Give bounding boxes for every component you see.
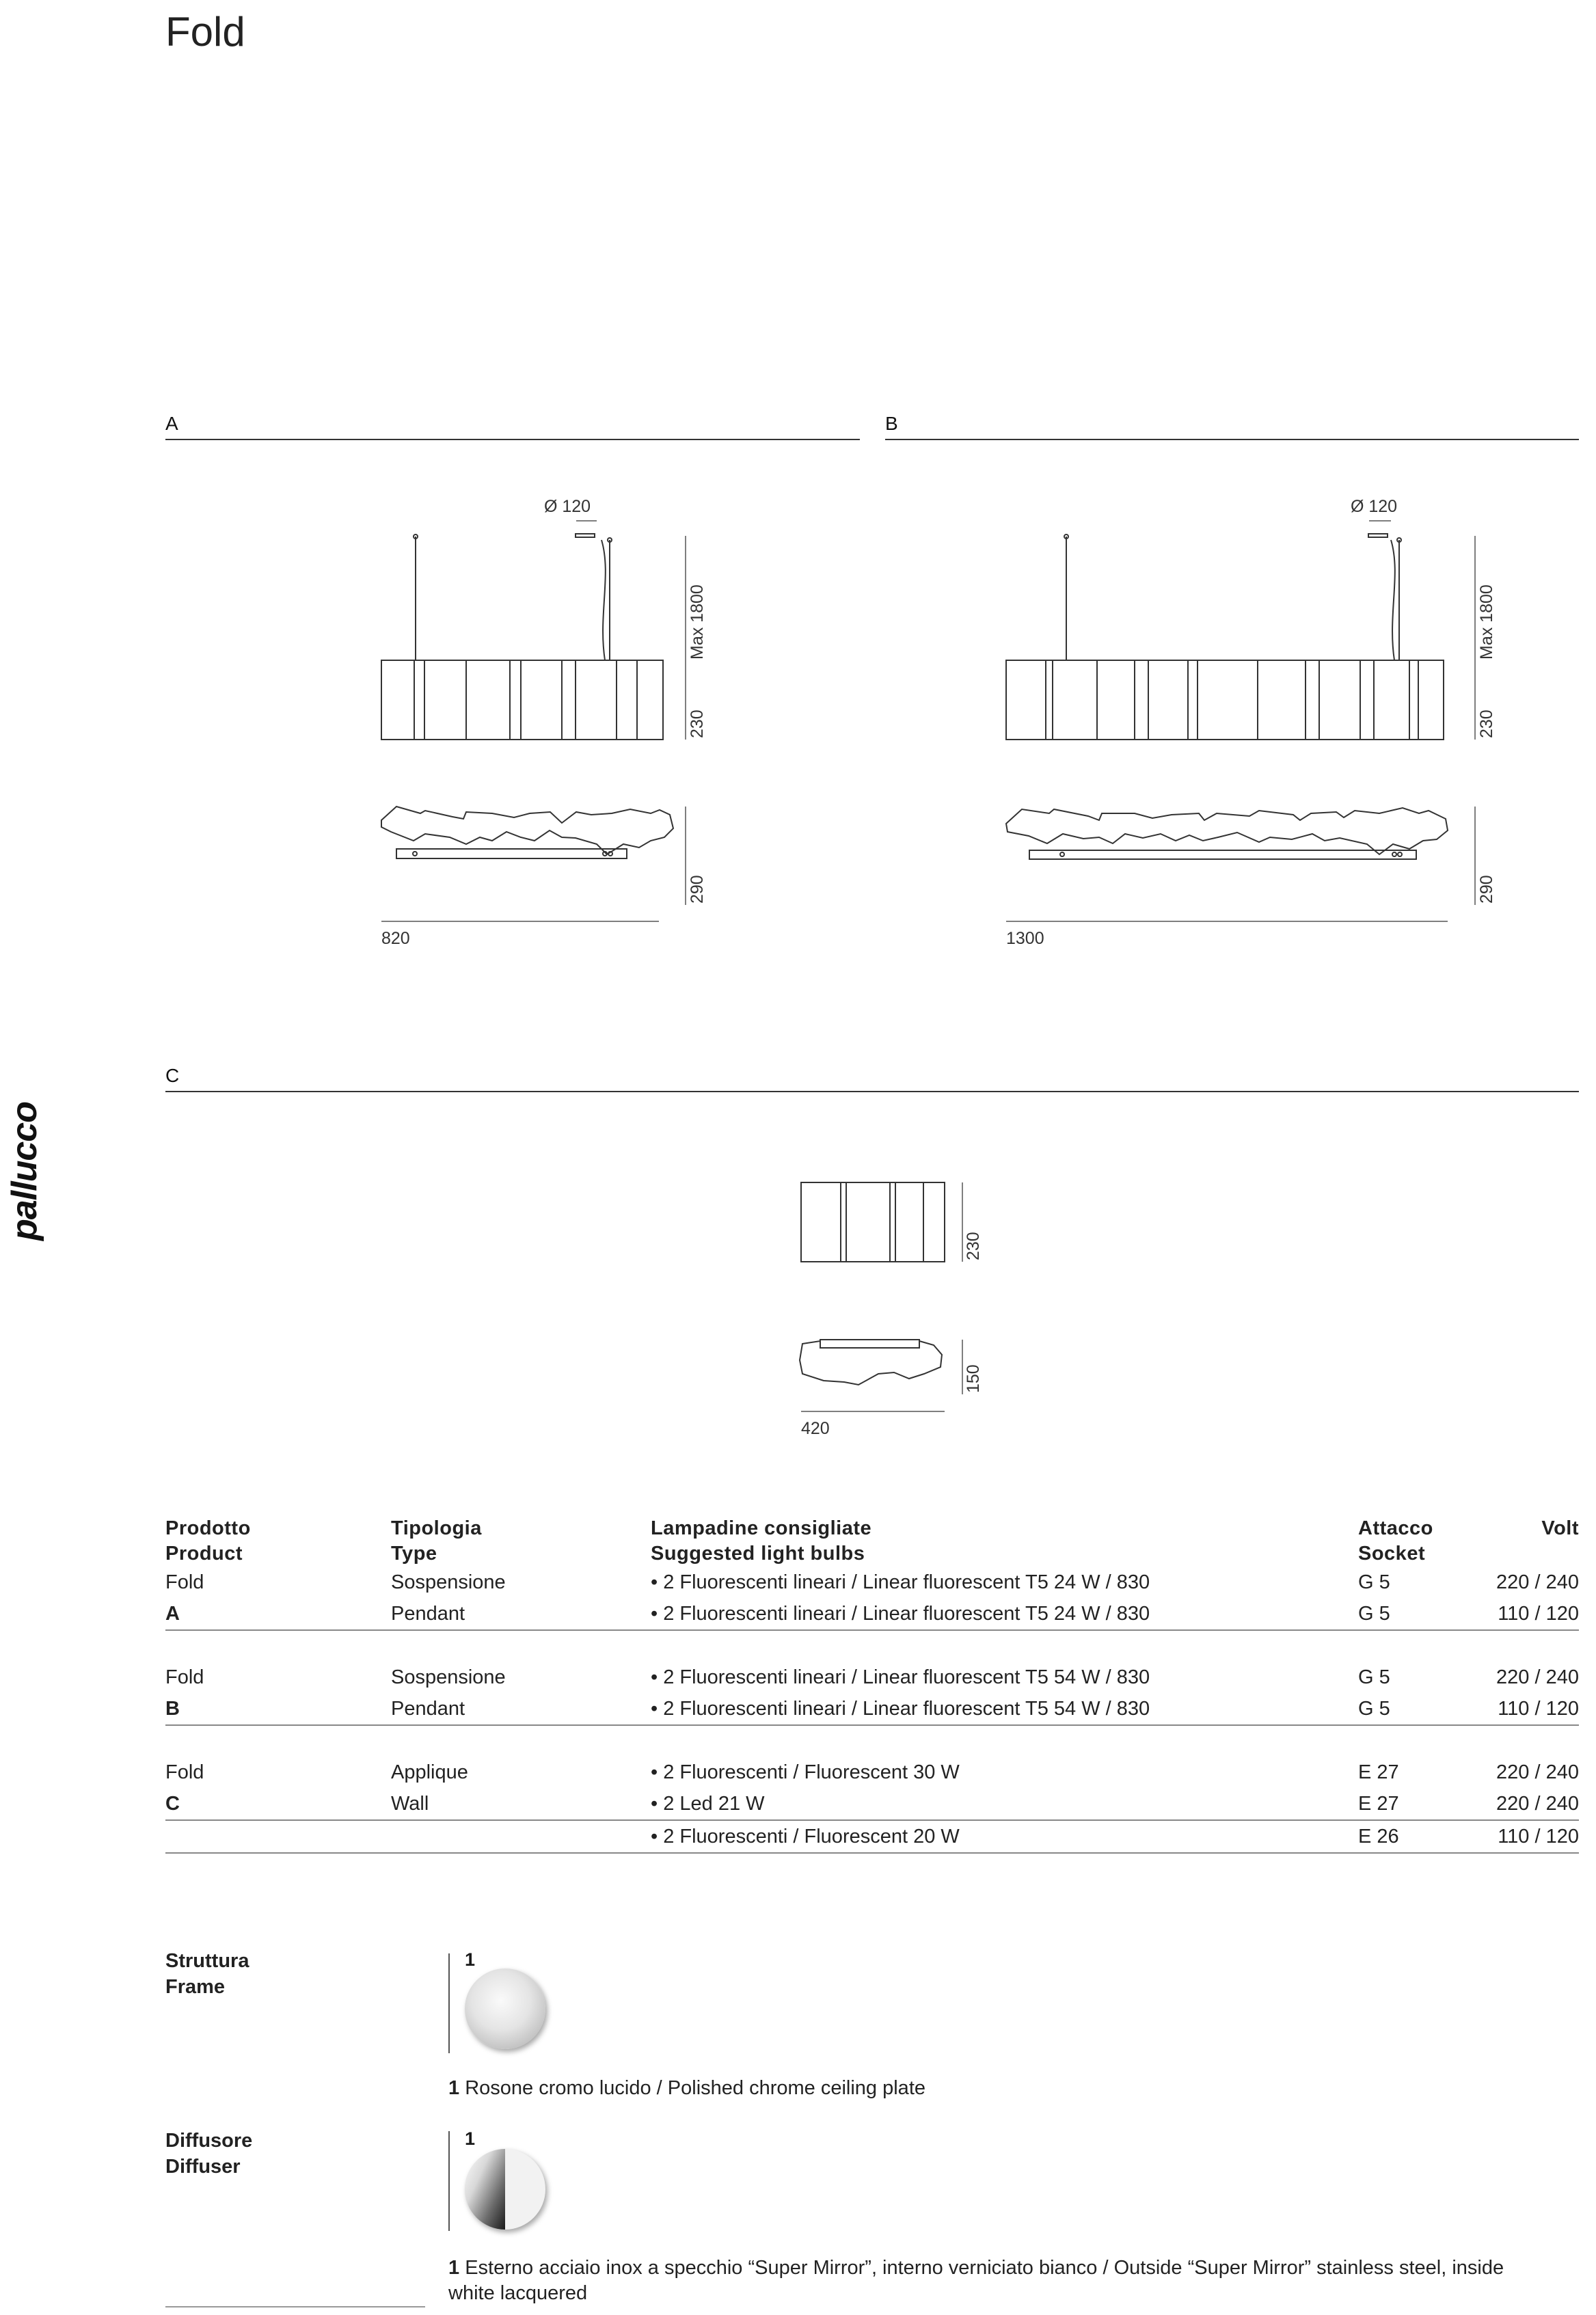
chrome-swatch — [465, 1968, 545, 2049]
table-row — [165, 1567, 1579, 1598]
cell-volt: 220 / 240 — [1496, 1571, 1579, 1593]
cell-bulb: • 2 Fluorescenti lineari / Linear fluorescent T5 54 W / 830 — [651, 1693, 1358, 1725]
section-a-rule — [165, 439, 860, 440]
drawing-c — [793, 1176, 1025, 1442]
cell-product — [165, 1820, 391, 1853]
cell-type: Applique — [391, 1761, 468, 1783]
drawing-a — [369, 492, 725, 957]
brand-logo: pallucco — [5, 1102, 44, 1241]
table-row — [165, 1598, 1579, 1630]
header-bulbs-it: Lampadine consigliate — [651, 1517, 872, 1539]
drawing-b — [991, 492, 1511, 957]
cell-bulb: • 2 Led 21 W — [651, 1788, 1358, 1820]
cell-bulb: • 2 Fluorescenti lineari / Linear fluorescent T5 54 W / 830 — [651, 1666, 1150, 1688]
cell-product: C — [165, 1788, 391, 1820]
frame-caption-number: 1 — [448, 2077, 460, 2099]
diffuser-caption-number: 1 — [448, 2257, 460, 2279]
header-type-en: Type — [391, 1543, 437, 1565]
drawing-a-height: 230 — [688, 709, 707, 738]
cell-product: Fold — [165, 1761, 204, 1783]
drawing-b-depth: 290 — [1477, 875, 1496, 904]
section-a-label: A — [165, 413, 178, 434]
header-socket-en: Socket — [1358, 1543, 1426, 1565]
cell-type: Sospensione — [391, 1571, 506, 1593]
drawing-a-width: 820 — [381, 929, 410, 948]
cell-product: Fold — [165, 1571, 204, 1593]
section-c-label: C — [165, 1065, 180, 1086]
cell-volt: 110 / 120 — [1495, 1820, 1579, 1853]
cell-volt: 110 / 120 — [1495, 1693, 1579, 1725]
page-title: Fold — [165, 9, 245, 55]
cell-type: Sospensione — [391, 1666, 506, 1688]
cell-socket: G 5 — [1358, 1598, 1495, 1630]
cell-type: Wall — [391, 1788, 651, 1820]
diffuser-caption — [448, 2256, 1528, 2306]
section-c-rule — [165, 1091, 1579, 1092]
cell-bulb: • 2 Fluorescenti lineari / Linear fluorescent T5 24 W / 830 — [651, 1571, 1150, 1593]
header-product-en: Product — [165, 1543, 243, 1565]
drawing-c-width: 420 — [801, 1419, 830, 1438]
cell-socket: G 5 — [1358, 1693, 1495, 1725]
drawing-c-depth: 150 — [964, 1364, 983, 1393]
diffuser-divider — [448, 2131, 450, 2231]
drawing-b-height: 230 — [1477, 709, 1496, 738]
diffuser-label-it: Diffusore — [165, 2130, 253, 2152]
cell-bulb: • 2 Fluorescenti lineari / Linear fluorescent T5 24 W / 830 — [651, 1598, 1358, 1630]
cell-socket: E 26 — [1358, 1820, 1495, 1853]
frame-label-en: Frame — [165, 1976, 226, 1998]
frame-swatch-number: 1 — [465, 1949, 476, 1970]
frame-label-it: Struttura — [165, 1950, 249, 1972]
cell-volt: 220 / 240 — [1496, 1761, 1579, 1783]
cell-product: A — [165, 1598, 391, 1630]
section-b-rule — [885, 439, 1579, 440]
frame-divider — [448, 1953, 450, 2053]
cell-socket: E 27 — [1358, 1788, 1495, 1820]
table-row — [165, 1820, 1579, 1853]
cell-type: Pendant — [391, 1598, 651, 1630]
drawing-b-diameter: Ø 120 — [1350, 497, 1398, 516]
frame-caption-text: Rosone cromo lucido / Polished chrome ceiling plate — [465, 2077, 925, 2099]
diffuser-swatch-number: 1 — [465, 2128, 476, 2149]
drawing-c-height: 230 — [964, 1232, 983, 1260]
cell-product: Fold — [165, 1666, 204, 1688]
drawing-a-max-height: Max 1800 — [688, 584, 707, 660]
cell-volt: 110 / 120 — [1495, 1598, 1579, 1630]
header-type-it: Tipologia — [391, 1517, 482, 1539]
table-row — [165, 1662, 1579, 1693]
header-socket-it: Attacco — [1358, 1517, 1433, 1539]
cell-bulb: • 2 Fluorescenti / Fluorescent 20 W — [651, 1820, 1358, 1853]
cell-volt: 220 / 240 — [1495, 1788, 1579, 1820]
table-row — [165, 1788, 1579, 1820]
cell-volt: 220 / 240 — [1496, 1666, 1579, 1688]
header-volt: Volt — [1541, 1517, 1579, 1539]
drawing-a-depth: 290 — [688, 875, 707, 904]
cell-socket: E 27 — [1358, 1761, 1399, 1783]
mirror-swatch — [465, 2149, 545, 2230]
table-row — [165, 1757, 1579, 1788]
cell-bulb: • 2 Fluorescenti / Fluorescent 30 W — [651, 1761, 960, 1783]
cell-product: B — [165, 1693, 391, 1725]
drawing-b-width: 1300 — [1006, 929, 1044, 948]
section-b-label: B — [885, 413, 898, 434]
spec-table — [165, 1516, 1579, 1854]
cell-type: Pendant — [391, 1693, 651, 1725]
cell-type — [391, 1820, 651, 1853]
cell-socket: G 5 — [1358, 1666, 1390, 1688]
cell-socket: G 5 — [1358, 1571, 1390, 1593]
drawing-b-max-height: Max 1800 — [1477, 584, 1496, 660]
table-row — [165, 1693, 1579, 1725]
header-product-it: Prodotto — [165, 1517, 251, 1539]
frame-caption — [448, 2076, 925, 2101]
header-bulbs-en: Suggested light bulbs — [651, 1543, 865, 1565]
diffuser-caption-text: Esterno acciaio inox a specchio “Super Mirror”, interno verniciato bianco / Outside “Super Mirror” stainless steel, inside white lacquered — [448, 2257, 1504, 2304]
diffuser-label-en: Diffuser — [165, 2156, 241, 2178]
footer-rule — [165, 2306, 425, 2307]
drawing-a-diameter: Ø 120 — [543, 497, 591, 516]
